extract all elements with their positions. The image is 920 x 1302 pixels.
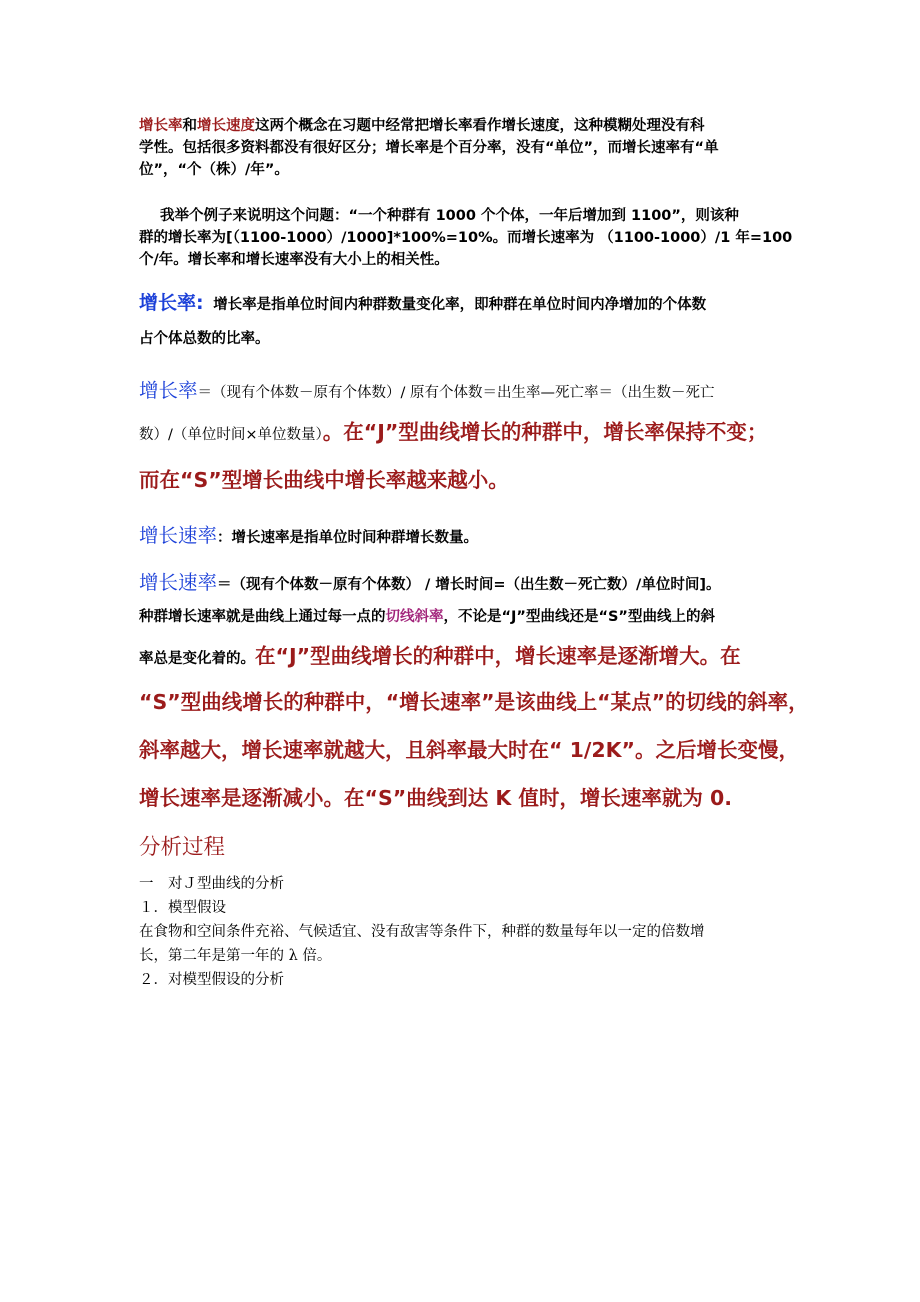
assumption-analysis-heading: ２．对模型假设的分析: [139, 972, 284, 988]
j-curve-heading: 一 对Ｊ型曲线的分析: [139, 876, 284, 892]
tangent-slope-term: 切线斜率: [385, 609, 444, 625]
model-assumption-heading: １．模型假设: [139, 900, 226, 916]
growth-rate-formula: 增长率＝（现有个体数－原有个体数）/ 原有个体数＝出生率—死亡率＝（出生数－死亡 数）/（单位时间×单位数量）。在“J”型曲线增长的种群中，增长率保持不变； 而在“S”型增长曲线中增长率越来越小。: [139, 379, 768, 492]
def-term-growth-speed: 增长速率: [139, 524, 218, 547]
growth-rate-definition: 增长率: 增长率是指单位时间内种群数量变化率，即种群在单位时间内净增加的个体数 占个体总数的比率。: [139, 292, 707, 347]
analysis-content: 一 对Ｊ型曲线的分析 １．模型假设 在食物和空间条件充裕、气候适宜、没有敌害等条件下，种群的数量每年以一定的倍数增 长，第二年是第一年的 λ 倍。 ２．对模型假设的分析: [139, 872, 785, 992]
example-paragraph: 我举个例子来说明这个问题：“一个种群有 1000 个个体，一年后增加到 1100”，则该种 群的增长率为[（1100-1000）/1000]*100%=10%。而增长速率为 （1100-1000）/1 年=100 个/年。增长率和增长速率没有大小上的相关性。: [139, 208, 793, 268]
growth-speed-definition: 增长速率：增长速率是指单位时间种群增长数量。: [139, 524, 479, 547]
term-growth-rate: 增长率: [139, 118, 183, 134]
intro-paragraph: 增长率和增长速度这两个概念在习题中经常把增长率看作增长速度，这种模糊处理没有科 学性。包括很多资料都没有很好区分；增长率是个百分率，没有“单位”，而增长速率有“单 位”，“个（株）/年”。: [139, 118, 719, 178]
formula-term-growth-rate: 增长率: [139, 379, 198, 402]
term-growth-speed: 增长速度: [197, 118, 255, 134]
analysis-section: [139, 830, 785, 866]
formula-term-growth-speed: 增长速率: [139, 571, 218, 594]
analysis-heading: 分析过程: [139, 835, 226, 860]
def-term-growth-rate: 增长率:: [139, 292, 204, 314]
growth-speed-formula: 增长速率＝（现有个体数－原有个体数） / 增长时间=（出生数－死亡数）/单位时间]。 种群增长速率就是曲线上通过每一点的切线斜率，不论是“J”型曲线还是“S”型曲线上的斜 率总是变化着的。在“J”型曲线增长的种群中，增长速率是逐渐增大。在 “S”型曲线增长的种群中，“增长速率”是该曲线上“某点”的切线的斜率， 斜率越大，增长速率就越大，且斜率最大时在“ 1/2K”。之后增长变慢， 增长速率是逐渐减小。在“S”曲线到达 K 值时，增长速率就为 0.: [139, 571, 809, 810]
